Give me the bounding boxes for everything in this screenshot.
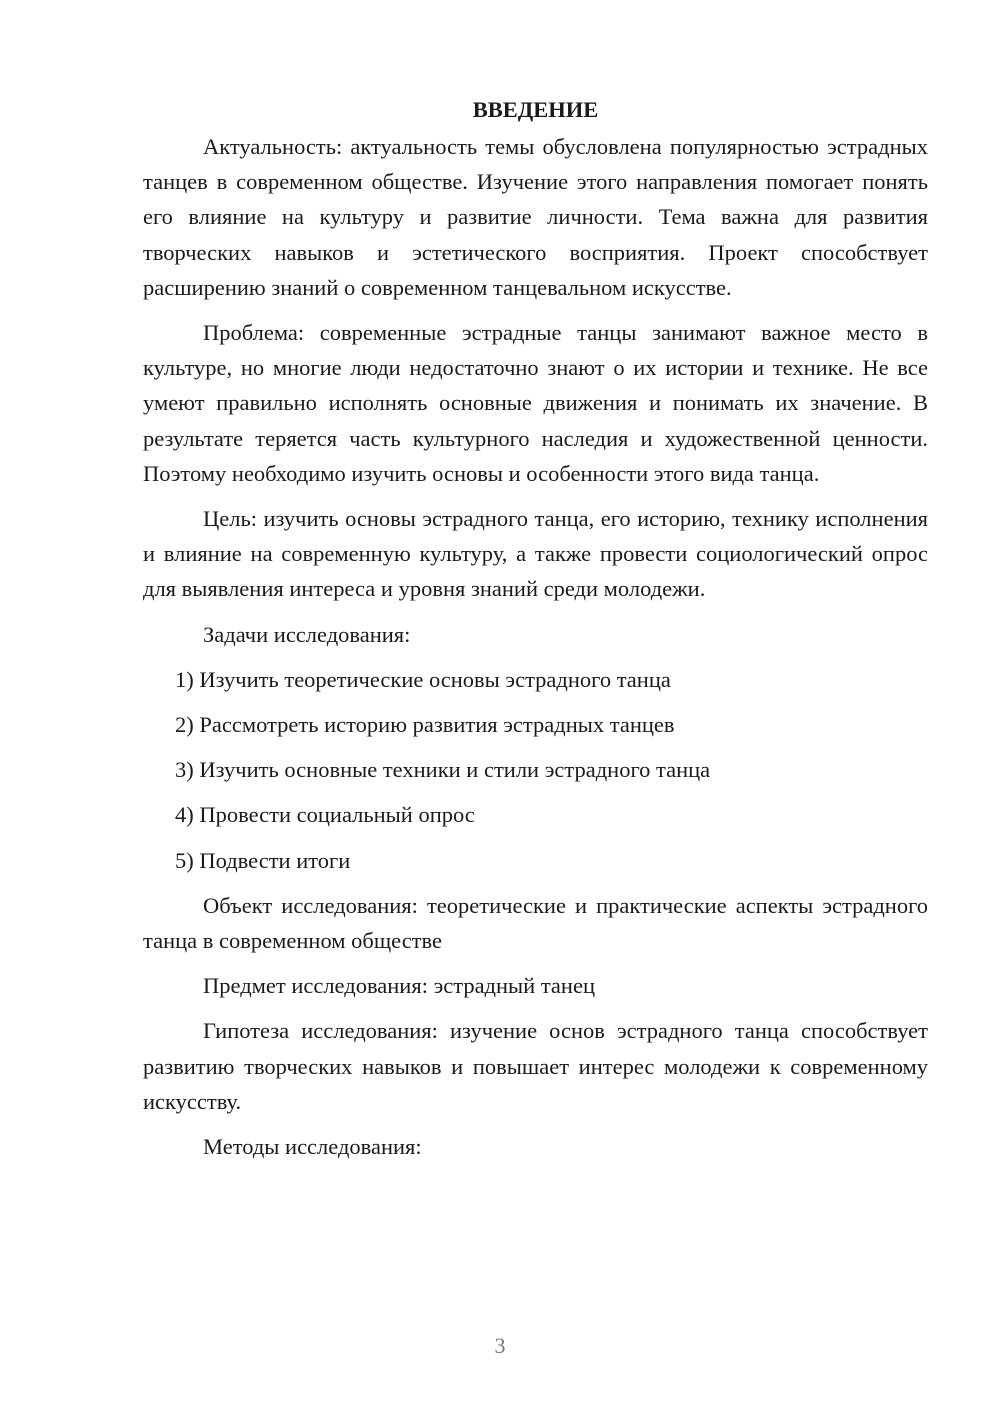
- paragraph-object: Объект исследования: теоретические и практические аспекты эстрадного танца в современном обществе: [143, 892, 928, 954]
- document-page: [143, 92, 928, 1174]
- list-item: 2) Рассмотреть историю развития эстрадных танцев: [175, 712, 675, 738]
- page-title: ВВЕДЕНИЕ: [472, 97, 599, 122]
- paragraph-subject: Предмет исследования: эстрадный танец: [203, 973, 595, 999]
- tasks-heading: Задачи исследования:: [203, 621, 411, 647]
- paragraph-goal: Цель: изучить основы эстрадного танца, его историю, технику исполнения и влияние на современную культуру, а также провести социологический опрос для выявления интереса и уровня знаний среди молодежи.: [143, 506, 928, 602]
- list-item: 5) Подвести итоги: [175, 847, 351, 873]
- methods-heading: Методы исследования:: [203, 1134, 422, 1160]
- paragraph-problem: Проблема: современные эстрадные танцы занимают важное место в культуре, но многие люди недостаточно знают о их истории и технике. Не все умеют правильно исполнять основные движения и понимать их значение. В результате теряется часть культурного наследия и художественной ценности. Поэтому необходимо изучить основы и особенности этого вида танца.: [143, 320, 928, 486]
- list-item: 1) Изучить теоретические основы эстрадного танца: [175, 666, 671, 692]
- paragraph-relevance: Актуальность: актуальность темы обусловлена популярностью эстрадных танцев в современном обществе. Изучение этого направления помогает понять его влияние на культуру и развитие личности. Тема важна для развития творческих навыков и эстетического восприятия. Проект способствует расширению знаний о современном танцевальном искусстве.: [143, 134, 928, 300]
- tasks-list: [143, 662, 928, 878]
- list-item: 4) Провести социальный опрос: [175, 802, 475, 828]
- paragraph-hypothesis: Гипотеза исследования: изучение основ эстрадного танца способствует развитию творческих навыков и повышает интерес молодежи к современному искусству.: [143, 1018, 928, 1114]
- page-number: 3: [494, 1333, 506, 1358]
- list-item: 3) Изучить основные техники и стили эстрадного танца: [175, 757, 711, 783]
